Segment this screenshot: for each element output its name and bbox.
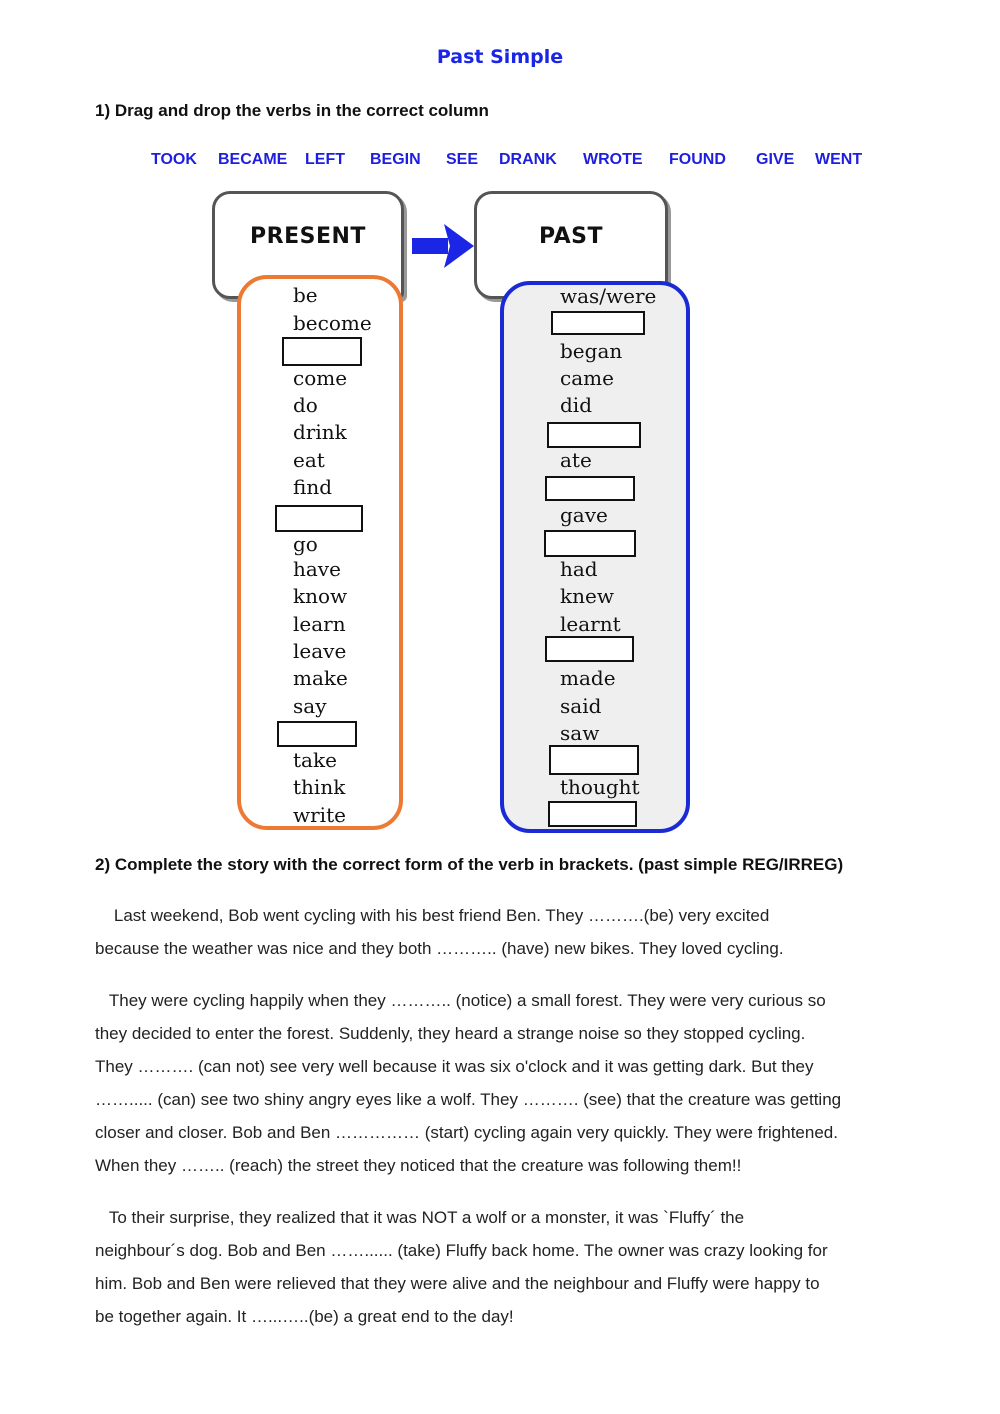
story-line: they decided to enter the forest. Suddenly, they heard a strange noise so they stopped cycling. [95,1024,806,1043]
past-drop-slot-6[interactable] [549,745,639,775]
word-went[interactable]: WENT [815,151,863,168]
past-drop-slot-7[interactable] [548,801,637,827]
past-verb: gave [560,503,608,527]
arrow-right-icon [410,220,476,272]
present-verb: find [293,475,333,499]
present-verb: have [293,557,341,581]
present-verb: be [293,283,318,307]
past-verb: had [560,557,598,581]
past-verb: learnt [560,612,621,636]
present-drop-slot-2[interactable] [275,505,363,532]
word-took[interactable]: TOOK [151,151,197,168]
story-line: because the weather was nice and they both ……….. (have) new bikes. They loved cycling. [95,939,784,958]
present-verb: eat [293,448,325,472]
present-drop-slot-1[interactable] [282,337,362,366]
present-header: PRESENT [250,224,366,249]
story-line: neighbour´s dog. Bob and Ben ……...... (take) Fluffy back home. The owner was crazy looking for [95,1241,828,1260]
question-1-heading: 1) Drag and drop the verbs in the correct column [95,101,489,120]
story-line: him. Bob and Ben were relieved that they were alive and the neighbour and Fluffy were happy to [95,1274,820,1293]
present-verb: go [293,532,318,556]
present-verb: know [293,584,348,608]
page-title: Past Simple [436,46,564,68]
word-found[interactable]: FOUND [669,151,726,168]
past-verb: did [560,393,593,417]
past-verb: came [560,366,614,390]
word-drank[interactable]: DRANK [499,151,557,168]
past-drop-slot-2[interactable] [547,422,641,448]
present-verb: take [293,748,337,772]
story-line: Last weekend, Bob went cycling with his best friend Ben. They ……….(be) very excited [95,906,770,925]
present-verb: learn [293,612,346,636]
past-verb: began [560,339,623,363]
past-verb: saw [560,721,600,745]
past-drop-slot-4[interactable] [544,530,636,557]
past-header: PAST [539,224,603,249]
past-verb: thought [560,775,640,799]
word-give[interactable]: GIVE [756,151,795,168]
word-see[interactable]: SEE [446,151,479,168]
story-paragraph-1 [95,899,915,965]
story-line: When they …….. (reach) the street they noticed that the creature was following them!! [95,1156,742,1175]
present-verb: become [293,311,372,335]
present-drop-slot-3[interactable] [277,721,357,747]
story-line: To their surprise, they realized that it was NOT a wolf or a monster, it was `Fluffy´ the [95,1208,745,1227]
word-became[interactable]: BECAME [218,151,288,168]
story-paragraph-3 [95,1201,915,1333]
story-line: They ………. (can not) see very well because it was six o'clock and it was getting dark. But they [95,1057,814,1076]
story-line: closer and closer. Bob and Ben …………… (start) cycling again very quickly. They were frightened. [95,1123,838,1142]
present-verb: make [293,666,348,690]
past-drop-slot-5[interactable] [545,636,634,662]
past-verb: was/were [560,284,657,308]
present-verb: come [293,366,348,390]
past-verb: said [560,694,602,718]
present-verb: drink [293,420,347,444]
word-begin[interactable]: BEGIN [370,151,421,168]
present-verb: do [293,393,318,417]
present-verb: write [293,803,346,827]
present-verb: leave [293,639,347,663]
past-verb: made [560,666,616,690]
story-line: be together again. It …...…..(be) a great end to the day! [95,1307,514,1326]
story-paragraph-2 [95,984,915,1182]
past-verb: ate [560,448,592,472]
past-drop-slot-3[interactable] [545,476,635,501]
story-line: ……..... (can) see two shiny angry eyes like a wolf. They ………. (see) that the creature was getting [95,1090,842,1109]
word-left[interactable]: LEFT [305,151,345,168]
story-line: They were cycling happily when they ……….. (notice) a small forest. They were very curious so [95,991,826,1010]
past-drop-slot-1[interactable] [551,311,645,335]
past-verb: knew [560,584,614,608]
word-wrote[interactable]: WROTE [583,151,643,168]
present-verb: think [293,775,346,799]
present-verb: say [293,694,327,718]
question-2-heading: 2) Complete the story with the correct form of the verb in brackets. (past simple REG/IRREG) [95,855,844,874]
